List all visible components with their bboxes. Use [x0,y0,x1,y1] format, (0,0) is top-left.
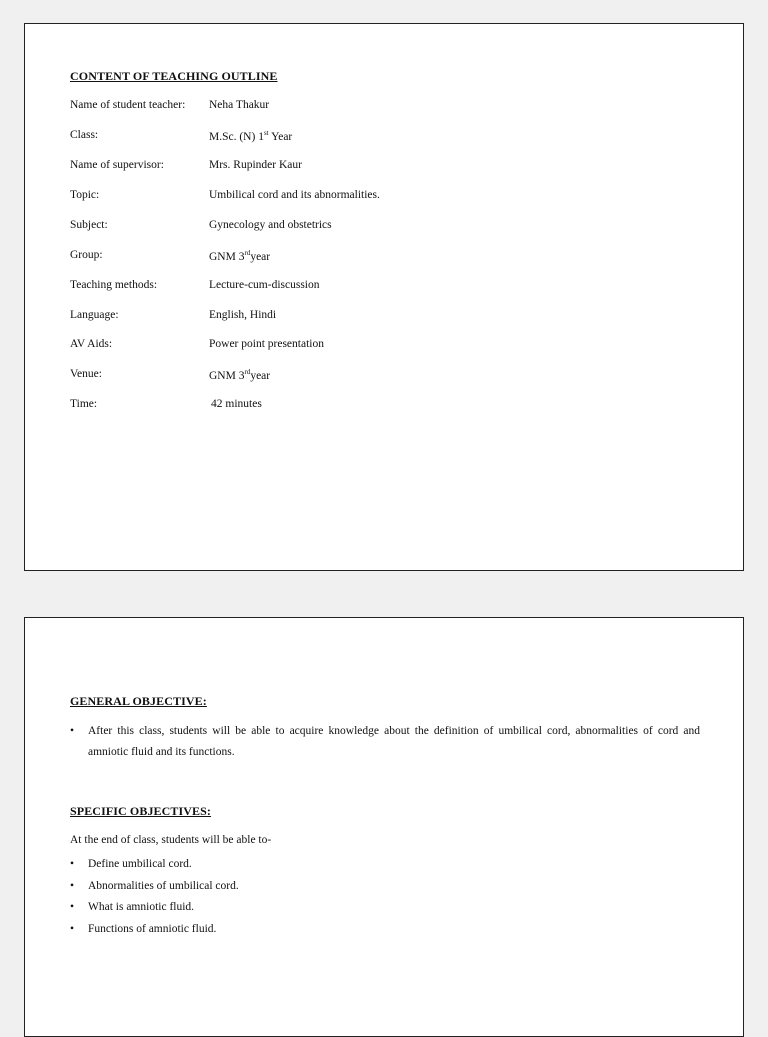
general-objective-heading: GENERAL OBJECTIVE: [70,694,207,708]
field-value: Neha Thakur [209,99,270,111]
field-label: Venue: [70,368,102,380]
list-item: • Functions of amniotic fluid. [70,919,239,941]
field-label: Language: [70,309,119,321]
specific-objectives-list [70,854,239,940]
field-label: Time: [70,398,98,410]
general-objective-text: After this class, students will be able to acquire knowledge about the definition of umbilical cord, abnormalities of cord and amniotic fluid and its functions. [88,725,700,758]
field-label: Name of student teacher: [70,99,186,111]
page-title: CONTENT OF TEACHING OUTLINE [70,69,278,83]
list-item: • Define umbilical cord. [70,854,239,876]
document-page-1 [24,23,744,571]
field-value: M.Sc. (N) 1st Year [209,129,293,143]
field-value: GNM 3rdyear [209,249,271,263]
document-page-2 [24,617,744,1037]
field-value: Gynecology and obstetrics [209,219,332,231]
field-value: Mrs. Rupinder Kaur [209,159,302,171]
field-value: English, Hindi [209,309,277,321]
list-item: • What is amniotic fluid. [70,897,239,919]
field-label: Subject: [70,219,108,231]
general-objective-bullet [70,721,700,763]
specific-objectives-heading: SPECIFIC OBJECTIVES: [70,804,212,818]
field-label: Group: [70,249,103,261]
field-label: Class: [70,129,99,141]
bullet-icon: • [70,725,75,737]
field-value: GNM 3rdyear [209,368,271,382]
specific-objectives-intro: At the end of class, students will be able to- [70,834,272,846]
field-value: Umbilical cord and its abnormalities. [209,189,380,201]
field-label: AV Aids: [70,338,113,350]
field-label: Topic: [70,189,100,201]
field-value: Lecture-cum-discussion [209,279,320,291]
field-value: 42 minutes [211,398,262,410]
field-value: Power point presentation [209,338,324,350]
field-label: Teaching methods: [70,279,158,291]
field-label: Name of supervisor: [70,159,164,171]
list-item: • Abnormalities of umbilical cord. [70,876,239,898]
